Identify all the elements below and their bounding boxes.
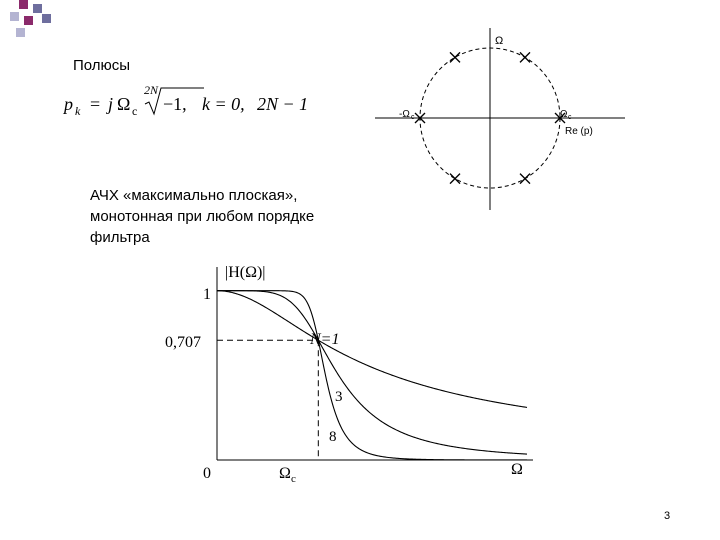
pos-omega-sub: c	[568, 114, 572, 121]
deco-square	[33, 4, 42, 13]
formula-omega: Ω	[117, 94, 131, 114]
deco-square	[24, 16, 33, 25]
neg-omega-label: -Ω	[399, 109, 410, 120]
pole-zero-plot	[375, 28, 625, 218]
curve-label-n8: 8	[329, 429, 337, 445]
afc-description-line: монотонная при любом порядке	[90, 208, 315, 225]
pos-omega-label: Ω	[560, 109, 568, 120]
poles-label: Полюсы	[73, 57, 131, 74]
x-axis-label: Ω	[511, 461, 523, 478]
formula-p: p	[64, 94, 73, 114]
deco-square	[42, 14, 51, 23]
formula-j: j	[108, 94, 114, 114]
neg-omega-sub: c	[411, 114, 415, 121]
curve-n8	[217, 291, 527, 460]
real-axis-label: Re (p)	[565, 126, 593, 137]
formula-eq: =	[90, 94, 101, 114]
deco-square	[16, 28, 25, 37]
curve-n3	[217, 291, 527, 454]
formula-omega-sub: c	[132, 104, 138, 118]
x-tick-cutoff: Ω	[279, 465, 291, 482]
slide-decoration	[0, 0, 60, 40]
afc-description	[90, 185, 390, 248]
formula-k-eq: k = 0,	[202, 94, 245, 114]
imag-axis-label: Ω	[495, 35, 504, 47]
page-number: 3	[664, 510, 671, 522]
y-tick-0707: 0,707	[165, 334, 201, 351]
pole-formula	[62, 80, 332, 120]
formula-radicand: −1,	[163, 94, 187, 114]
y-tick-1: 1	[203, 286, 211, 303]
y-axis-label: |H(Ω)|	[225, 264, 266, 281]
x-tick-cutoff-sub: c	[291, 473, 296, 485]
curve-label-n3: 3	[335, 389, 343, 405]
formula-root-index: 2N	[144, 83, 159, 97]
deco-square	[19, 0, 28, 9]
deco-square	[10, 12, 19, 21]
formula-p-sub: k	[75, 104, 81, 118]
curve-label-n1: N=1	[310, 331, 340, 348]
afc-description-line: АЧХ «максимально плоская»,	[90, 187, 298, 204]
x-tick-0: 0	[203, 465, 211, 482]
curve-n1	[217, 291, 527, 408]
magnitude-response-chart	[155, 255, 555, 485]
afc-description-line: фильтра	[90, 229, 150, 246]
formula-k-range: 2N − 1	[257, 94, 309, 114]
